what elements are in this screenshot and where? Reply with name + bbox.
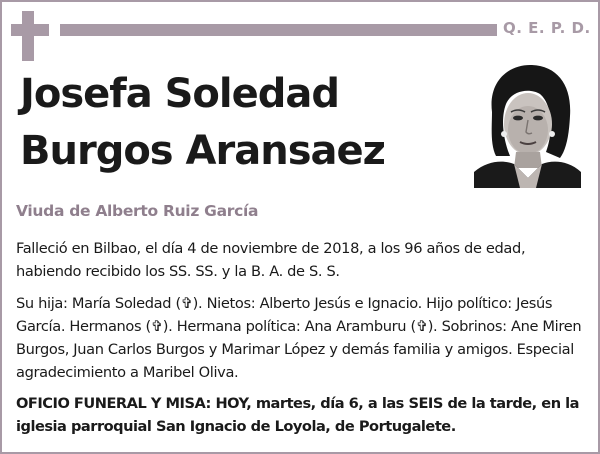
funeral-service-paragraph: OFICIO FUNERAL Y MISA: HOY, martes, día 6, a las SEIS de la tarde, en la iglesia parroquial San Ignacio de Loyola, de Portugalete. [16,395,580,435]
death-details-paragraph: Falleció en Bilbao, el día 4 de noviembre de 2018, a los 96 años de edad, habiendo recibido los SS. SS. y la B. A. de S. S. [16,240,526,280]
deceased-name-line-1: Josefa Soledad [20,71,340,117]
portrait-photo [474,60,581,188]
cross-vertical-bar [22,11,34,61]
deceased-name-line-2: Burgos Aransaez [20,128,385,174]
header-rule [60,24,497,36]
cross-horizontal-bar [11,24,49,36]
family-paragraph: Su hija: María Soledad (✞). Nietos: Alberto Jesús e Ignacio. Hijo político: Jesús García. Hermanos (✞). Hermana política: Ana Aramburu (✞). Sobrinos: Ane Miren Burgos, Juan Carlos Burgos y Marimar López y demás familia y amigos. Especial agradecimiento a Maribel Oliva. [16,295,582,381]
portrait-illustration [474,60,581,188]
deceased-name [20,66,460,180]
widow-of-line: Viuda de Alberto Ruiz García [16,202,259,220]
qepd-label: Q. E. P. D. [503,19,591,37]
